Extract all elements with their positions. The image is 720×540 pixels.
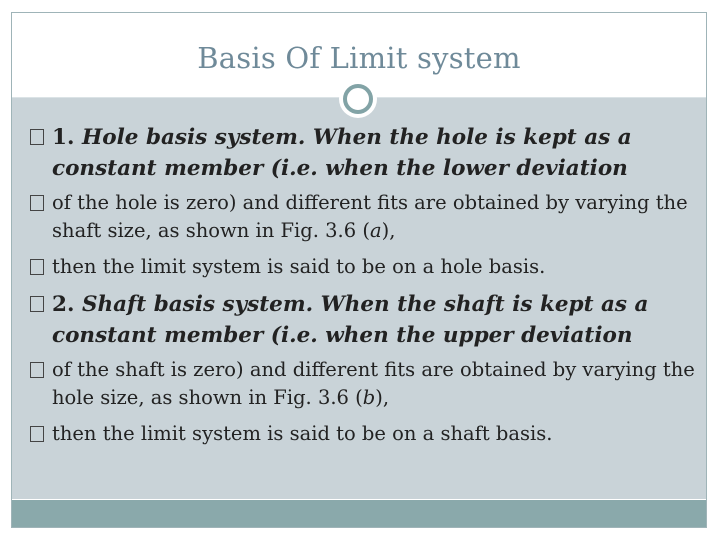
bullet-item bbox=[30, 289, 700, 351]
bullet-text: then the limit system is said to be on a shaft basis. bbox=[52, 422, 553, 445]
bullet-item bbox=[30, 253, 700, 281]
slide-title: Basis Of Limit system bbox=[197, 41, 521, 75]
bullet-number: 1. bbox=[52, 125, 75, 150]
figure-reference: a bbox=[369, 219, 382, 242]
ornament-ring bbox=[343, 84, 373, 114]
bullet-text: When the shaft is kept as a constant member (i.e. when the upper deviation bbox=[52, 292, 649, 348]
bullet-text: then the limit system is said to be on a hole basis. bbox=[52, 255, 546, 278]
box-glyph-icon bbox=[30, 259, 44, 275]
box-glyph-icon bbox=[30, 362, 44, 378]
bullet-item bbox=[30, 420, 700, 448]
box-glyph-icon bbox=[30, 296, 44, 312]
bullet-list bbox=[30, 122, 700, 456]
bullet-text: When the hole is kept as a constant member (i.e. when the lower deviation bbox=[52, 125, 632, 181]
bullet-item bbox=[30, 356, 700, 412]
bullet-text: of the hole is zero) and different fits are obtained by varying the shaft size, as shown in Fig. 3.6 ( bbox=[52, 191, 688, 242]
bullet-heading: Shaft basis system. bbox=[81, 292, 314, 317]
bullet-item bbox=[30, 122, 700, 184]
bullet-item bbox=[30, 189, 700, 245]
bullet-suffix: ), bbox=[375, 386, 390, 409]
bullet-number: 2. bbox=[52, 292, 75, 317]
box-glyph-icon bbox=[30, 129, 44, 145]
footer-bar bbox=[12, 500, 706, 527]
bullet-text: of the shaft is zero) and different fits are obtained by varying the hole size, as shown in Fig. 3.6 ( bbox=[52, 358, 695, 409]
bullet-heading: Hole basis system. bbox=[81, 125, 306, 150]
figure-reference: b bbox=[362, 386, 376, 409]
box-glyph-icon bbox=[30, 195, 44, 211]
box-glyph-icon bbox=[30, 426, 44, 442]
ring-ornament-icon bbox=[339, 80, 377, 118]
bullet-suffix: ), bbox=[381, 219, 396, 242]
